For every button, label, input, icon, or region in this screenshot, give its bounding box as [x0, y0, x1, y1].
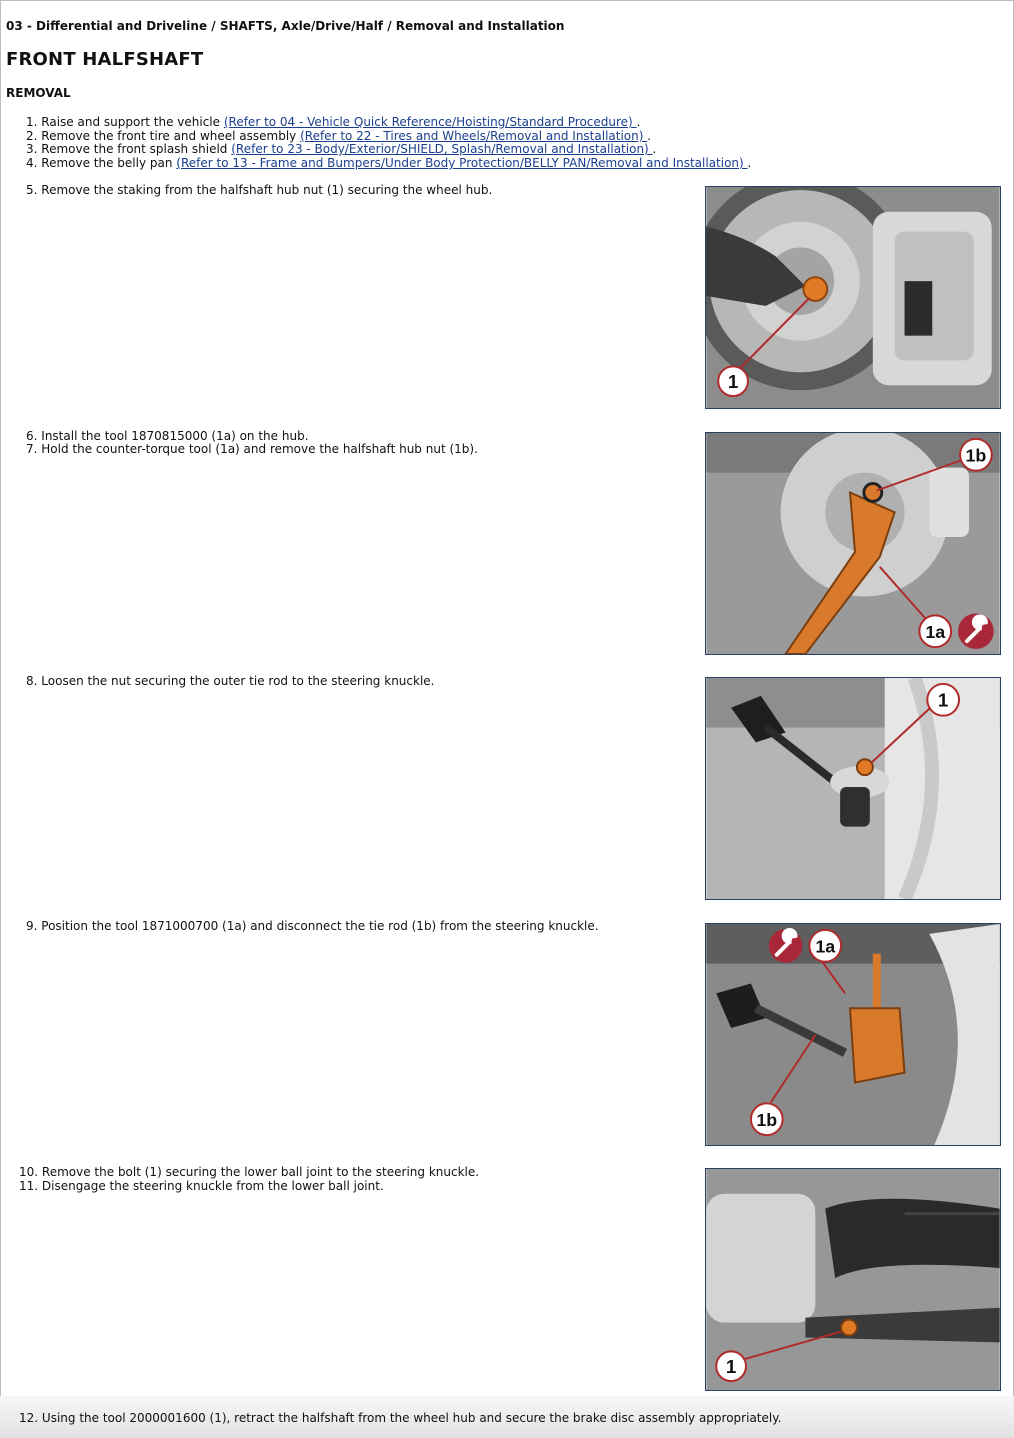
step-text: Install the tool 1870815000 (1a) on the hub.	[41, 429, 309, 443]
ball-joint-illustration	[706, 1169, 1000, 1390]
step-11	[19, 1179, 384, 1193]
step-4	[26, 156, 751, 170]
step-number: 3.	[26, 142, 38, 156]
step-tail: .	[747, 156, 752, 170]
callout-label: 1a	[925, 622, 946, 643]
callout-label: 1	[937, 689, 949, 711]
step-text: Remove the front tire and wheel assembly	[41, 129, 301, 143]
hub-nut-illustration	[706, 187, 1000, 408]
step-text: Remove the front splash shield	[41, 142, 232, 156]
step-number: 7.	[26, 442, 38, 456]
step-text: Using the tool 2000001600 (1), retract the halfshaft from the wheel hub and secure the brake disc assembly appropriately.	[41, 1411, 782, 1425]
step-number: 2.	[26, 129, 38, 143]
figure-counter-torque-tool	[705, 432, 1001, 655]
step-7	[26, 442, 478, 456]
step-text: Disengage the steering knuckle from the lower ball joint.	[41, 1179, 384, 1193]
step-number: 5.	[26, 183, 38, 197]
step-number: 8.	[26, 674, 38, 688]
step-5	[26, 183, 492, 197]
wrench-icon	[958, 613, 994, 649]
section-heading: REMOVAL	[6, 86, 71, 100]
page-title: FRONT HALFSHAFT	[6, 49, 204, 70]
step-text: Remove the bolt (1) securing the lower ball joint to the steering knuckle.	[41, 1165, 480, 1179]
step-1	[26, 115, 640, 129]
reference-link[interactable]: (Refer to 23 - Body/Exterior/SHIELD, Splash/Removal and Installation)	[231, 142, 653, 156]
step-3	[26, 142, 656, 156]
callout-label: 1	[727, 371, 739, 393]
wrench-icon	[769, 929, 803, 963]
step-number: 12.	[19, 1411, 39, 1425]
tie-rod-illustration	[706, 678, 1000, 899]
step-text: Loosen the nut securing the outer tie rod to the steering knuckle.	[41, 674, 435, 688]
step-number: 6.	[26, 429, 38, 443]
step-10	[19, 1165, 479, 1179]
step-text: Raise and support the vehicle	[41, 115, 224, 129]
step-tail: .	[652, 142, 657, 156]
callout-label: 1a	[815, 936, 836, 957]
callout-label: 1b	[756, 1110, 778, 1131]
step-text: Remove the belly pan	[41, 156, 177, 170]
step-tail: .	[636, 115, 641, 129]
step-8	[26, 674, 434, 688]
step-2	[26, 129, 651, 143]
breadcrumb: 03 - Differential and Driveline / SHAFTS, Axle/Drive/Half / Removal and Installation	[6, 19, 565, 33]
step-12	[19, 1411, 781, 1425]
separator-tool	[850, 1008, 905, 1082]
step-text: Remove the staking from the halfshaft hub nut (1) securing the wheel hub.	[41, 183, 493, 197]
step-text: Position the tool 1871000700 (1a) and disconnect the tie rod (1b) from the steering knuckle.	[41, 919, 599, 933]
step-number: 1.	[26, 115, 38, 129]
figure-ball-joint-bolt	[705, 1168, 1001, 1391]
reference-link[interactable]: (Refer to 04 - Vehicle Quick Reference/Hoisting/Standard Procedure)	[223, 115, 637, 129]
separator-tool-illustration	[706, 924, 1000, 1145]
step-number: 9.	[26, 919, 38, 933]
figure-tie-rod-separator	[705, 923, 1001, 1146]
step-6	[26, 429, 309, 443]
callout-label: 1	[725, 1356, 737, 1378]
step-number: 10.	[19, 1165, 39, 1179]
step-number: 11.	[19, 1179, 39, 1193]
counter-torque-illustration	[706, 433, 1000, 654]
step-number: 4.	[26, 156, 38, 170]
step-9	[26, 919, 599, 933]
figure-hub-nut-staking	[705, 186, 1001, 409]
step-text: Hold the counter-torque tool (1a) and remove the halfshaft hub nut (1b).	[41, 442, 478, 456]
reference-link[interactable]: (Refer to 22 - Tires and Wheels/Removal and Installation)	[300, 129, 648, 143]
figure-tie-rod-nut	[705, 677, 1001, 900]
callout-label: 1b	[965, 445, 987, 466]
step-tail: .	[647, 129, 652, 143]
reference-link[interactable]: (Refer to 13 - Frame and Bumpers/Under Body Protection/BELLY PAN/Removal and Installation)	[176, 156, 748, 170]
hub-nut	[803, 277, 827, 301]
